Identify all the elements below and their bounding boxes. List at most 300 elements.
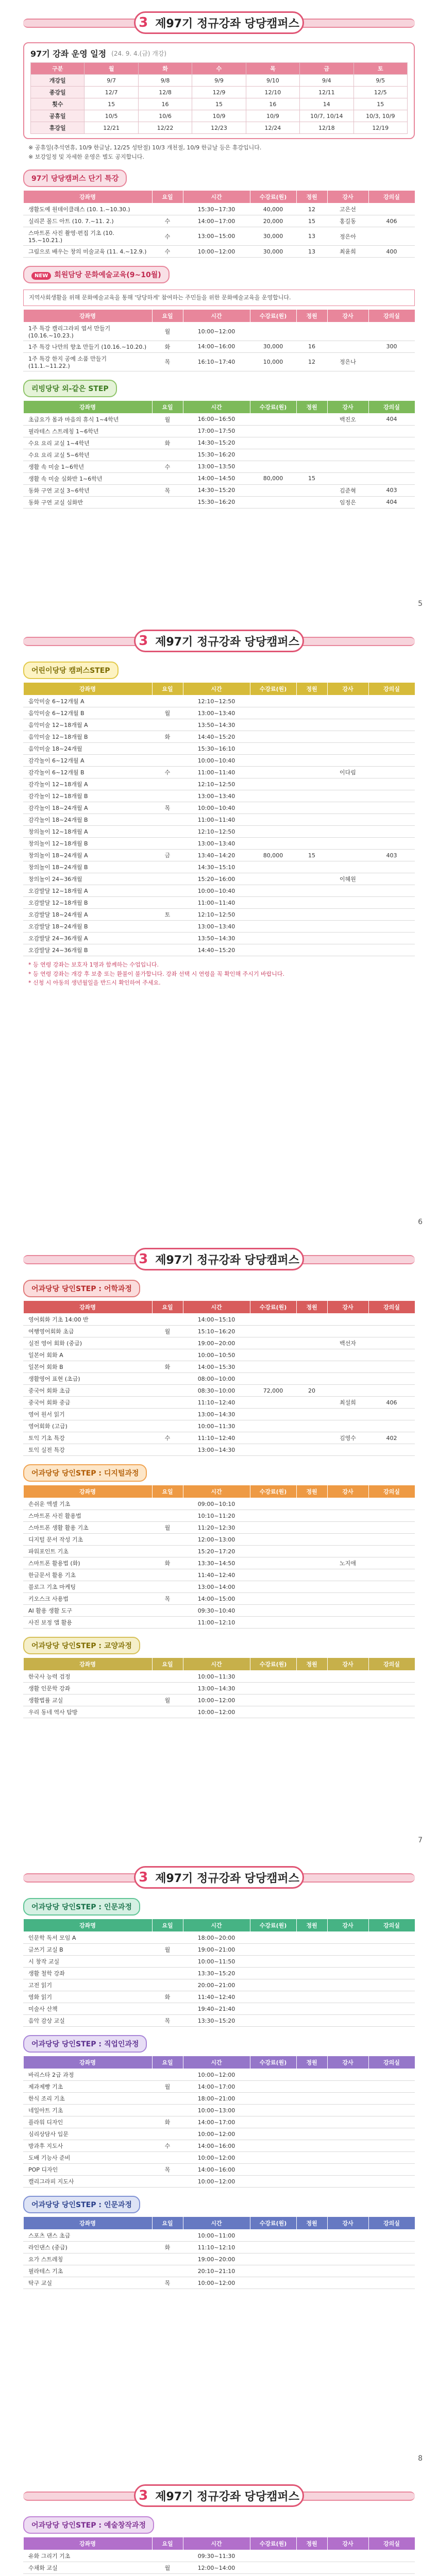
- table-cell: [368, 1420, 415, 1432]
- table-cell: 13:00~15:00: [183, 227, 250, 246]
- table-cell: [152, 719, 183, 731]
- table-cell: [368, 885, 415, 897]
- table-cell: [250, 484, 296, 496]
- column-header: 수강료(원): [250, 1301, 296, 1314]
- table-row: [23, 2242, 415, 2253]
- table-cell: 요가 스트레칭: [23, 2253, 152, 2265]
- table-row: [23, 719, 415, 731]
- table-cell: 10:10~11:20: [183, 1510, 250, 1522]
- table-cell: 10/5: [85, 110, 138, 122]
- table-cell: [296, 2230, 327, 2242]
- table-cell: [296, 322, 327, 341]
- table-row: [23, 885, 415, 897]
- table-cell: [250, 1694, 296, 1706]
- table-cell: [368, 1706, 415, 1718]
- table-cell: [296, 2140, 327, 2152]
- table-cell: 12:00~14:00: [183, 2562, 250, 2574]
- table-cell: [327, 2574, 368, 2576]
- table-cell: [296, 2277, 327, 2289]
- table-row: [23, 1991, 415, 2003]
- table-cell: 19:00~21:00: [183, 1944, 250, 1956]
- table-cell: [327, 1671, 368, 1683]
- table-cell: 홍길동: [327, 215, 368, 227]
- table-cell: [296, 1557, 327, 1569]
- table-cell: 13:30~15:20: [183, 2015, 250, 2027]
- table-cell: [368, 909, 415, 921]
- table-row: [23, 944, 415, 956]
- table-row: [23, 707, 415, 719]
- column-header: 강사: [327, 400, 368, 413]
- table-row: [23, 933, 415, 944]
- column-header: 시간: [183, 191, 250, 204]
- table-cell: 12/5: [353, 87, 407, 98]
- table-cell: [250, 1498, 296, 1510]
- table-cell: [368, 2550, 415, 2562]
- table-cell: [250, 1326, 296, 1337]
- table-cell: [368, 1326, 415, 1337]
- column-header: 강사: [327, 683, 368, 696]
- table-cell: 한국사 능력 검정: [23, 1671, 152, 1683]
- table-row: [23, 790, 415, 802]
- table-cell: [152, 1979, 183, 1991]
- table-cell: 제과제빵 기초: [23, 2081, 152, 2093]
- table-cell: [327, 1385, 368, 1397]
- table-cell: 10:00~10:40: [183, 755, 250, 767]
- table-cell: [296, 1314, 327, 1326]
- table-cell: 13:00~13:50: [183, 461, 250, 472]
- table-cell: 404: [368, 496, 415, 508]
- section-notes: [23, 960, 415, 988]
- table-cell: [296, 1932, 327, 1944]
- table-cell: [296, 2093, 327, 2105]
- table-cell: 창의놀이 24~36개월: [23, 873, 152, 885]
- column-header: 요일: [152, 2537, 183, 2550]
- table-cell: 10:00~12:00: [183, 322, 250, 341]
- table-cell: [296, 1349, 327, 1361]
- table-cell: 80,000: [250, 472, 296, 484]
- table-cell: 14:00~15:10: [183, 1314, 250, 1326]
- table-cell: [296, 1581, 327, 1593]
- table-cell: [152, 790, 183, 802]
- table-cell: 감각놀이 6~12개월 A: [23, 755, 152, 767]
- table-cell: [368, 449, 415, 461]
- table-cell: 11:40~12:40: [183, 1991, 250, 2003]
- table-cell: 실전 영어 회화 (중급): [23, 1337, 152, 1349]
- table-cell: 바리스타 2급 과정: [23, 2069, 152, 2081]
- table-row: [23, 2265, 415, 2277]
- table-cell: [368, 944, 415, 956]
- chapter-number: 3: [139, 1870, 148, 1885]
- table-cell: [368, 1593, 415, 1605]
- table-row: [23, 2105, 415, 2116]
- table-cell: [250, 2069, 296, 2081]
- table-cell: [250, 1420, 296, 1432]
- column-header: 수강료(원): [250, 1658, 296, 1671]
- table-row: [23, 1932, 415, 1944]
- table-cell: [152, 449, 183, 461]
- page-number: 7: [418, 1836, 423, 1844]
- table-cell: 11:20~12:30: [183, 1522, 250, 1534]
- table-cell: [250, 1557, 296, 1569]
- table-cell: [368, 2069, 415, 2081]
- table-cell: [152, 696, 183, 707]
- table-cell: 11:00~11:40: [183, 814, 250, 826]
- table-cell: 14:00~16:00: [183, 2164, 250, 2176]
- table-cell: 화: [152, 1557, 183, 1569]
- table-cell: 12/19: [353, 122, 407, 134]
- table-row: [23, 1510, 415, 1522]
- table-cell: 15:30~17:30: [183, 204, 250, 215]
- table-row: [23, 1581, 415, 1593]
- table-row: [23, 778, 415, 790]
- column-header: 강사: [327, 1301, 368, 1314]
- table-cell: [327, 743, 368, 755]
- table-cell: 화: [152, 2242, 183, 2253]
- table-cell: 14:40~15:20: [183, 944, 250, 956]
- table-cell: 10:00~11:30: [183, 1671, 250, 1683]
- table-cell: [296, 1706, 327, 1718]
- table-cell: [296, 826, 327, 838]
- table-cell: [327, 1373, 368, 1385]
- table-cell: [152, 1546, 183, 1557]
- table-cell: [368, 1373, 415, 1385]
- table-cell: [152, 743, 183, 755]
- schedule-header-cell: 구분: [31, 63, 85, 75]
- table-cell: [327, 933, 368, 944]
- table-cell: 15: [296, 850, 327, 861]
- table-cell: 12:10~12:50: [183, 778, 250, 790]
- table-cell: [152, 921, 183, 933]
- table-cell: 13:00~13:40: [183, 921, 250, 933]
- table-cell: 백선자: [327, 1337, 368, 1349]
- table-cell: 10:00~12:00: [183, 246, 250, 258]
- table-cell: 블로그 기초 마케팅: [23, 1581, 152, 1593]
- table-cell: 수요 요리 교실 5~6학년: [23, 449, 152, 461]
- table-cell: 이다림: [327, 767, 368, 778]
- table-cell: [296, 1683, 327, 1694]
- table-cell: 18:00~20:00: [183, 1932, 250, 1944]
- table-cell: [296, 1373, 327, 1385]
- table-cell: [152, 2069, 183, 2081]
- course-table: [23, 1657, 415, 1718]
- table-cell: [152, 1671, 183, 1683]
- table-cell: [368, 1510, 415, 1522]
- table-cell: 음악미술 12~18개월 A: [23, 719, 152, 731]
- column-header: 시간: [183, 400, 250, 413]
- table-row: [23, 341, 415, 352]
- table-row: [23, 1569, 415, 1581]
- table-cell: [152, 944, 183, 956]
- table-cell: [368, 204, 415, 215]
- table-cell: 15:30~16:10: [183, 743, 250, 755]
- table-cell: 오감발달 24~36개월 A: [23, 933, 152, 944]
- table-cell: 화: [152, 2116, 183, 2128]
- table-cell: [296, 1337, 327, 1349]
- table-row: [23, 1944, 415, 1956]
- table-cell: 스마트폰 사진 촬영·편집 기초 (10. 15.~10.21.): [23, 227, 152, 246]
- page-header: [23, 630, 415, 653]
- table-cell: 9/10: [246, 75, 299, 87]
- table-cell: 14:30~15:10: [183, 861, 250, 873]
- table-cell: [250, 2015, 296, 2027]
- table-cell: 10/9: [246, 110, 299, 122]
- table-cell: [327, 885, 368, 897]
- table-cell: [327, 1314, 368, 1326]
- table-cell: 15:20~16:00: [183, 873, 250, 885]
- table-row: [23, 2176, 415, 2188]
- table-cell: [327, 897, 368, 909]
- table-cell: [327, 2105, 368, 2116]
- table-cell: [250, 873, 296, 885]
- table-row: [23, 1349, 415, 1361]
- schedule-subtitle: (24. 9. 4.(금) 개강): [111, 50, 167, 57]
- table-row: [23, 1617, 415, 1629]
- table-cell: [368, 1605, 415, 1617]
- course-table: [23, 1919, 415, 2027]
- table-row: [23, 215, 415, 227]
- table-row: [23, 1683, 415, 1694]
- table-cell: [327, 437, 368, 449]
- table-cell: [368, 1569, 415, 1581]
- column-header: 강의실: [368, 309, 415, 322]
- table-cell: 15: [353, 98, 407, 110]
- column-header: 강의실: [368, 2537, 415, 2550]
- table-cell: [368, 1314, 415, 1326]
- column-header: 강사: [327, 1485, 368, 1498]
- table-cell: [296, 814, 327, 826]
- table-cell: 임정은: [327, 496, 368, 508]
- table-row: [23, 1968, 415, 1979]
- schedule-table: [30, 62, 408, 134]
- table-cell: [296, 1991, 327, 2003]
- table-cell: [296, 1397, 327, 1409]
- course-table: [23, 400, 415, 509]
- chapter-number: 3: [139, 633, 148, 649]
- table-cell: 오감발달 18~24개월 B: [23, 921, 152, 933]
- table-row: [23, 2140, 415, 2152]
- table-cell: 라인댄스 (중급): [23, 2242, 152, 2253]
- table-cell: [152, 755, 183, 767]
- table-cell: [327, 2164, 368, 2176]
- table-cell: 08:30~10:00: [183, 1385, 250, 1397]
- table-cell: 11:40~12:40: [183, 1569, 250, 1581]
- table-cell: [296, 1979, 327, 1991]
- table-cell: 9/8: [138, 75, 192, 87]
- table-cell: [152, 778, 183, 790]
- table-cell: 14:00~14:50: [183, 472, 250, 484]
- column-header: 요일: [152, 1658, 183, 1671]
- table-cell: [152, 1968, 183, 1979]
- column-header: 정원: [296, 400, 327, 413]
- table-cell: [296, 1444, 327, 1456]
- table-cell: 13:50~14:30: [183, 719, 250, 731]
- table-cell: 스마트폰 사진 활용법: [23, 1510, 152, 1522]
- table-row: [23, 873, 415, 885]
- section-label: 어과당당 당인STEP : 디지털과정: [23, 1464, 147, 1482]
- column-header: 강좌명: [23, 1658, 152, 1671]
- table-cell: [327, 861, 368, 873]
- table-cell: [327, 449, 368, 461]
- table-cell: [152, 1373, 183, 1385]
- table-cell: [23, 2574, 152, 2576]
- table-cell: [250, 1605, 296, 1617]
- table-cell: [327, 850, 368, 861]
- column-header: 요일: [152, 309, 183, 322]
- table-cell: 영어 원서 읽기: [23, 1409, 152, 1420]
- table-row: [23, 461, 415, 472]
- table-cell: 감각놀이 6~12개월 B: [23, 767, 152, 778]
- table-cell: [250, 461, 296, 472]
- table-cell: [152, 826, 183, 838]
- column-header: 강사: [327, 1658, 368, 1671]
- table-row: [23, 2253, 415, 2265]
- table-cell: [250, 909, 296, 921]
- table-cell: 토익 기초 특강: [23, 1432, 152, 1444]
- table-cell: 생활영어 표현 (초급): [23, 1373, 152, 1385]
- table-cell: 오감발달 12~18개월 B: [23, 897, 152, 909]
- table-cell: 13:00~13:40: [183, 790, 250, 802]
- table-row: [23, 1979, 415, 1991]
- table-row: [31, 87, 408, 98]
- table-cell: [368, 227, 415, 246]
- page-title: 제97기 정규강좌 당당캠퍼스: [155, 2490, 299, 2503]
- column-header: 시간: [183, 683, 250, 696]
- table-cell: 음악 감상 교실: [23, 2015, 152, 2027]
- course-table: [23, 1300, 415, 1456]
- table-cell: [250, 1432, 296, 1444]
- table-cell: [152, 425, 183, 437]
- column-header: 강좌명: [23, 2056, 152, 2069]
- table-cell: [152, 1349, 183, 1361]
- table-cell: 목: [152, 2277, 183, 2289]
- table-cell: [327, 1361, 368, 1373]
- table-cell: [250, 1349, 296, 1361]
- table-cell: 금: [152, 850, 183, 861]
- table-row: [23, 897, 415, 909]
- table-cell: 캘리그라피 지도사: [23, 2176, 152, 2188]
- table-cell: [327, 2550, 368, 2562]
- table-cell: [368, 1385, 415, 1397]
- table-cell: [152, 885, 183, 897]
- table-cell: 16: [246, 98, 299, 110]
- table-row: [23, 1605, 415, 1617]
- column-header: 강의실: [368, 2217, 415, 2230]
- table-cell: [250, 2230, 296, 2242]
- table-cell: 미술사 산책: [23, 2003, 152, 2015]
- table-cell: 방과후 지도사: [23, 2140, 152, 2152]
- table-cell: [152, 1569, 183, 1581]
- table-cell: 14:00~16:00: [183, 341, 250, 352]
- table-cell: 감각놀이 12~18개월 A: [23, 778, 152, 790]
- table-cell: 9/7: [85, 75, 138, 87]
- table-row: [23, 1557, 415, 1569]
- page-number: 8: [418, 2454, 423, 2463]
- table-cell: [327, 1991, 368, 2003]
- table-cell: 1주 특강 한지 공예 소품 만들기 (11.1.~11.22.): [23, 352, 152, 371]
- table-row: [23, 1546, 415, 1557]
- table-row: [23, 425, 415, 437]
- table-cell: [296, 743, 327, 755]
- table-cell: 최설희: [327, 1397, 368, 1409]
- table-cell: [327, 814, 368, 826]
- table-cell: [152, 472, 183, 484]
- table-cell: [250, 322, 296, 341]
- table-row: [23, 1694, 415, 1706]
- table-cell: [152, 2253, 183, 2265]
- table-cell: 월: [152, 413, 183, 425]
- table-cell: 17:00~17:50: [183, 425, 250, 437]
- table-cell: [327, 425, 368, 437]
- table-row: [23, 1706, 415, 1718]
- table-cell: [250, 1593, 296, 1605]
- table-cell: [152, 1534, 183, 1546]
- column-header: 정원: [296, 683, 327, 696]
- table-cell: [368, 767, 415, 778]
- table-cell: 횟수: [31, 98, 85, 110]
- table-cell: 목: [152, 2164, 183, 2176]
- page-header: [23, 1248, 415, 1272]
- table-cell: 김영수: [327, 1432, 368, 1444]
- table-cell: 15: [296, 472, 327, 484]
- table-cell: [368, 790, 415, 802]
- table-cell: 이혜원: [327, 873, 368, 885]
- table-cell: [152, 2265, 183, 2277]
- table-cell: [368, 802, 415, 814]
- table-cell: 플라워 디자인: [23, 2116, 152, 2128]
- table-cell: 네일아트 기초: [23, 2105, 152, 2116]
- table-row: [23, 814, 415, 826]
- table-cell: [296, 1569, 327, 1581]
- table-cell: 심리상담사 입문: [23, 2128, 152, 2140]
- table-row: [31, 110, 408, 122]
- table-cell: [152, 933, 183, 944]
- table-cell: 12: [296, 204, 327, 215]
- table-cell: [152, 2105, 183, 2116]
- table-cell: 스마트폰 활용법 (화): [23, 1557, 152, 1569]
- table-cell: [327, 838, 368, 850]
- table-cell: 13:00~13:40: [183, 838, 250, 850]
- table-cell: 토익 실전 특강: [23, 1444, 152, 1456]
- table-cell: 12:00~13:00: [183, 1534, 250, 1546]
- table-cell: 고은선: [327, 204, 368, 215]
- section-label: 어과당당 당인STEP : 어학과정: [23, 1280, 140, 1297]
- table-cell: 12/24: [246, 122, 299, 134]
- table-cell: [296, 2081, 327, 2093]
- table-cell: 목: [152, 484, 183, 496]
- table-cell: [368, 1683, 415, 1694]
- table-cell: 12/10: [246, 87, 299, 98]
- schedule-notes: [23, 143, 415, 161]
- table-cell: [250, 1706, 296, 1718]
- table-cell: [296, 425, 327, 437]
- table-cell: 10:00~12:00: [183, 2176, 250, 2188]
- column-header: 요일: [152, 683, 183, 696]
- table-cell: 15: [85, 98, 138, 110]
- table-cell: [368, 1522, 415, 1534]
- table-row: [23, 767, 415, 778]
- column-header: 강사: [327, 191, 368, 204]
- table-cell: 12/18: [300, 122, 353, 134]
- table-cell: [296, 885, 327, 897]
- course-table: [23, 309, 415, 371]
- table-cell: 13:40~14:20: [183, 850, 250, 861]
- table-row: [23, 1385, 415, 1397]
- table-cell: 12/8: [138, 87, 192, 98]
- column-header: 강사: [327, 1919, 368, 1932]
- table-cell: [368, 1409, 415, 1420]
- course-table: [23, 2056, 415, 2188]
- table-cell: [296, 1968, 327, 1979]
